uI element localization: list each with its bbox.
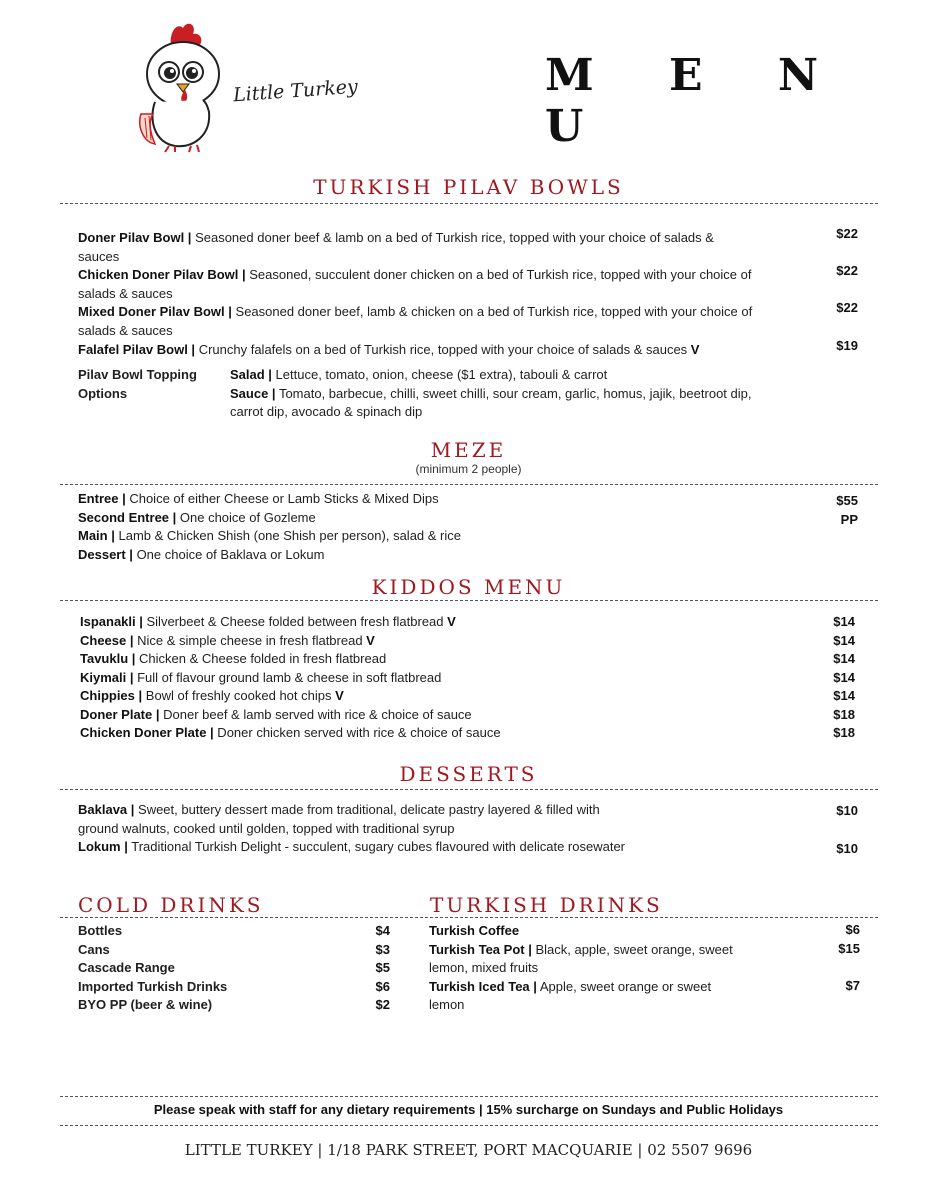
cold-drinks-prices: $4 $3 $5 $6 $2 — [375, 923, 390, 1012]
cold-drinks-list: Bottles Cans Cascade Range Imported Turkish Drinks BYO PP (beer & wine) — [78, 923, 228, 1012]
turkish-drinks-price: $7 — [845, 978, 860, 993]
divider — [60, 789, 878, 790]
dietary-note: Please speak with staff for any dietary requirements | 15% surcharge on Sundays and Public Holidays — [153, 1102, 784, 1117]
divider — [60, 1125, 878, 1126]
turkey-mascot-icon — [135, 18, 225, 153]
menu-title: M E N U — [545, 50, 849, 152]
topping-label: Pilav Bowl Topping Options — [78, 367, 197, 401]
logo — [135, 18, 365, 158]
divider — [60, 484, 878, 485]
menu-item-price: $22 — [836, 226, 858, 241]
logo-text: Little Turkey — [232, 75, 359, 107]
kiddos-prices: $14 $14 $14 $14 $14 $18 $18 — [833, 614, 855, 740]
divider — [60, 600, 878, 601]
menu-item-price: $22 — [836, 263, 858, 278]
divider — [60, 1096, 878, 1097]
topping-options: Salad | Lettuce, tomato, onion, cheese ($1 extra), tabouli & carrot Sauce | Tomato, barbecue, chilli, sweet chilli, sour cream, garlic, homus, jajik, beetroot dip, carrot dip, avocado & spinach dip — [230, 367, 752, 419]
menu-item: Lokum | Traditional Turkish Delight - succulent, sugary cubes flavoured with delicate rosewater — [78, 839, 626, 854]
kiddos-list: Ispanakli | Silverbeet & Cheese folded between fresh flatbread V Cheese | Nice & simple cheese in fresh flatbread V Tavuklu | Chicken & Cheese folded in fresh flatbread Kiymali | Full of flavour ground lamb & cheese in soft flatbread Chippies | Bowl of freshly cooked hot chips V Doner Plate | Doner beef & lamb served with rice & choice of sauce Chicken Doner Plate | Doner chicken served with rice & choice of sauce — [80, 614, 501, 740]
section-heading-meze: MEZE — [430, 438, 507, 462]
turkish-drinks-price: $15 — [838, 941, 860, 956]
section-heading-cold-drinks: COLD DRINKS — [78, 893, 264, 917]
menu-item: Doner Pilav Bowl | Seasoned doner beef & lamb on a bed of Turkish rice, topped with your choice of salads & sauces — [78, 230, 714, 264]
section-heading-turkish-drinks: TURKISH DRINKS — [430, 893, 663, 917]
menu-item: Baklava | Sweet, buttery dessert made from traditional, delicate pastry layered & filled with ground walnuts, cooked until golden, topped with traditional syrup — [78, 802, 600, 836]
menu-item-price: $10 — [836, 803, 858, 818]
section-heading-kiddos: KIDDOS MENU — [371, 575, 566, 599]
menu-item: Mixed Doner Pilav Bowl | Seasoned doner beef, lamb & chicken on a bed of Turkish rice, topped with your choice of salads & sauces — [78, 304, 753, 338]
menu-item-price: $22 — [836, 300, 858, 315]
menu-item-price: $10 — [836, 841, 858, 856]
turkish-drinks-price: $6 — [845, 922, 860, 937]
meze-subheading: (minimum 2 people) — [415, 462, 522, 476]
divider — [60, 917, 878, 918]
section-heading-pilav: TURKISH PILAV BOWLS — [313, 175, 624, 199]
menu-item-price: $19 — [836, 338, 858, 353]
section-heading-desserts: DESSERTS — [399, 762, 538, 786]
menu-item: Falafel Pilav Bowl | Crunchy falafels on a bed of Turkish rice, topped with your choice of salads & sauces V — [78, 342, 700, 357]
menu-item: Chicken Doner Pilav Bowl | Seasoned, succulent doner chicken on a bed of Turkish rice, topped with your choice of salads & sauces — [78, 267, 752, 301]
address: LITTLE TURKEY | 1/18 PARK STREET, PORT MACQUARIE | 02 5507 9696 — [184, 1141, 753, 1159]
meze-price: $55 PP — [836, 493, 858, 527]
menu-item: Entree | Choice of either Cheese or Lamb Sticks & Mixed Dips Second Entree | One choice of Gozleme Main | Lamb & Chicken Shish (one Shish per person), salad & rice Dessert | One choice of Baklava or Lokum — [78, 491, 461, 562]
turkish-drinks-list: Turkish Coffee Turkish Tea Pot | Black, apple, sweet orange, sweet lemon, mixed fruits Turkish Iced Tea | Apple, sweet orange or sweet lemon — [429, 923, 733, 1012]
divider — [60, 203, 878, 204]
